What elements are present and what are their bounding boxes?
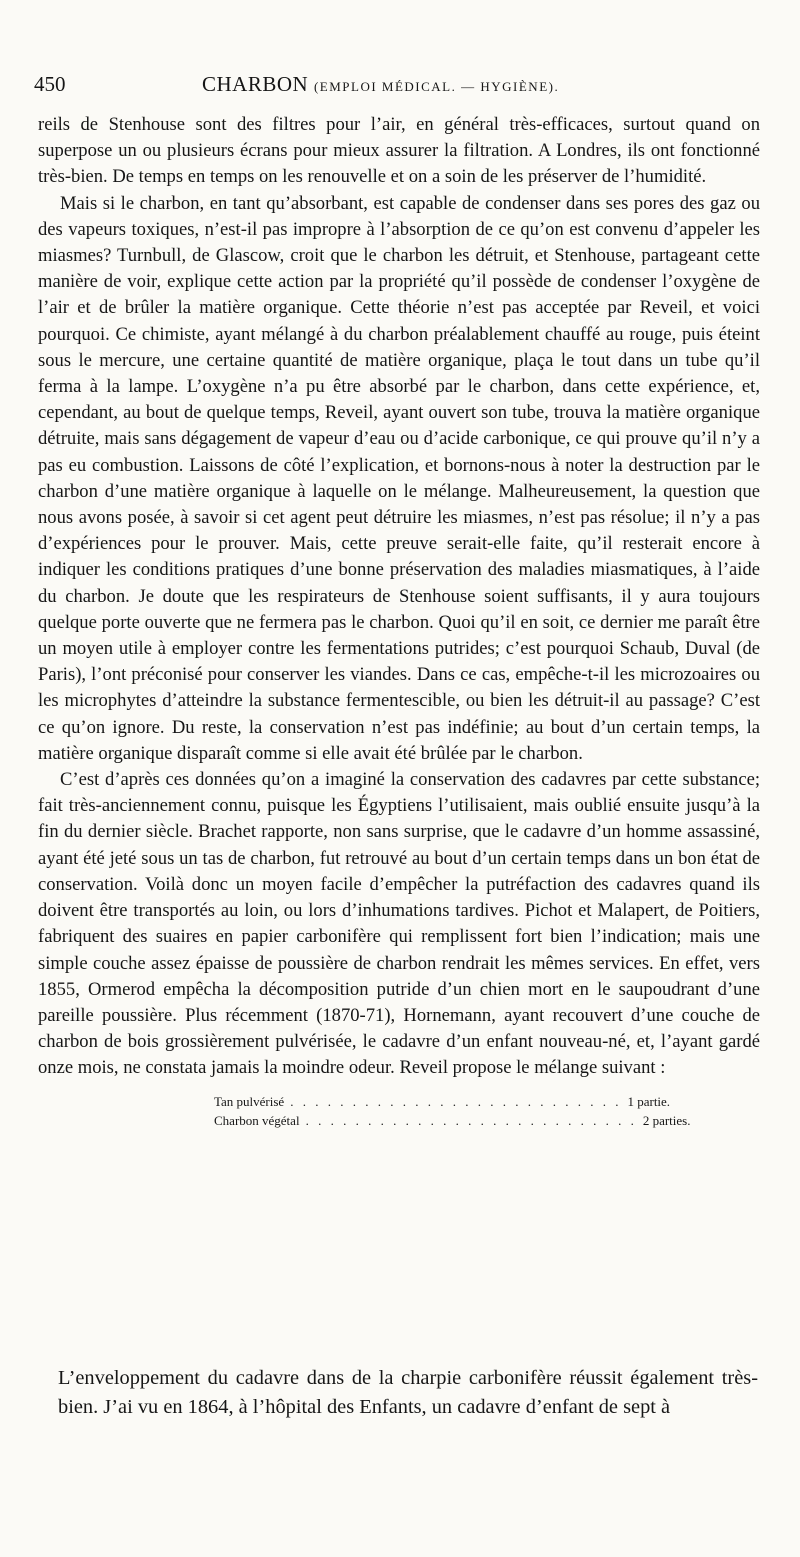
recipe-ingredient: Tan pulvérisé [214, 1093, 285, 1109]
recipe-ingredient: Charbon végétal [214, 1112, 300, 1128]
running-title [202, 72, 559, 97]
paragraph-3: C’est d’après ces données qu’on a imaginé la conservation des cadavres par cette substance; fait très-anciennement connu, puisque les Égyptiens l’utilisaient, mais oublié ensuite jusqu’à la fin du dernier siècle. Brachet rapporte, non sans surprise, que le cadavre d’un homme assassiné, ayant été jeté sous un tas de charbon, fut retrouvé au bout d’un certain temps dans un bon état de conservation. Voilà donc un moyen facile d’empêcher la putréfaction des cadavres quand ils doivent être transportés au loin, ou lors d’inhumations tardives. Pichot et Malapert, de Poitiers, fabriquent des suaires en papier carbonifère qui remplissent fort bien l’indication; mais une simple couche assez épaisse de poussière de charbon rendrait les mêmes services. En effet, vers 1855, Ormerod empêcha la décomposition putride d’un chien mort en le saupoudrant d’une pareille poussière. Plus récemment (1870-71), Hornemann, ayant recouvert d’une couche de charbon de bois grossièrement pulvérisée, le cadavre d’un enfant nouveau-né, et, l’ayant gardé onze mois, ne constata jamais la moindre odeur. Reveil propose le mélange suivant : [38, 769, 760, 1079]
running-title-main: CHARBON [202, 72, 309, 96]
page-number: 450 [34, 72, 66, 96]
running-header [34, 72, 764, 106]
final-text [58, 1364, 758, 1422]
recipe-table [38, 1092, 760, 1130]
recipe-quantity: 1 partie. [627, 1093, 671, 1109]
leader-dots: . . . . . . . . . . . . . . . . . . . . . . . . . . . [305, 1112, 637, 1128]
leader-dots: . . . . . . . . . . . . . . . . . . . . . . . . . . . [290, 1093, 622, 1109]
paragraph-2: Mais si le charbon, en tant qu’absorbant, est capable de condenser dans ses pores des gaz ou des vapeurs toxiques, n’est-il pas impropre à l’absorption de ce qu’on est convenu d’appeler les miasmes? Turnbull, de Glascow, croit que le charbon les détruit, et Stenhouse, partageant cette manière de voir, explique cette action par la propriété qu’il possède de condenser l’oxygène de l’air et de brûler la matière organique. Cette théorie n’est pas acceptée par Reveil, et voici pourquoi. Ce chimiste, ayant mélangé à du charbon préalablement chauffé au rouge, puis éteint sous le mercure, une certaine quantité de matière organique, plaça le tout dans un tube qu’il ferma à la lampe. L’oxygène n’a pu être absorbé par le charbon, dans cette expérience, et, cependant, au bout de quelque temps, Reveil, ayant ouvert son tube, trouva la matière organique détruite, mais sans dégagement de vapeur d’eau ou d’acide carbonique, ce qui prouve qu’il n’y a pas eu combustion. Laissons de côté l’explication, et bornons-nous à noter la destruction par le charbon d’une matière organique à laquelle on le mélange. Malheureusement, la question que nous avons posée, à savoir si cet agent peut détruire les miasmes, n’est pas résolue; il n’y a pas d’expériences pour le prouver. Mais, cette preuve serait-elle faite, qu’il resterait encore à indiquer les conditions pratiques d’une bonne préservation des maladies miasmatiques, à l’aide du charbon. Je doute que les respirateurs de Stenhouse soient suffisants, il y aura toujours quelque porte ouverte que ne fermera pas le charbon. Quoi qu’il en soit, ce dernier me paraît être un moyen utile à employer contre les fermentations putrides; c’est pourquoi Schaub, Duval (de Paris), l’ont préconisé pour conserver les viandes. Dans ce cas, empêche-t-il les microzoaires ou les microphytes d’atteindre la substance fermentescible, ou bien les détruit-il au passage? C’est ce qu’on ignore. Du reste, la conservation n’est pas indéfinie; au bout d’un certain temps, la matière organique disparaît comme si elle avait été brûlée par le charbon. [38, 192, 760, 764]
recipe-row [214, 1111, 691, 1130]
recipe-row [214, 1092, 671, 1111]
running-title-sub: (EMPLOI MÉDICAL. — HYGIÈNE). [313, 79, 560, 94]
paragraph-1: reils de Stenhouse sont des filtres pour l’air, en général très-efficaces, surtout quand on superpose un ou plusieurs écrans pour mieux assurer la filtration. A Londres, ils ont fonctionné très-bien. De temps en temps on les renouvelle et on a soin de les préserver de l’humidité. [38, 114, 760, 188]
recipe-quantity: 2 parties. [642, 1112, 691, 1128]
paragraph-4: L’enveloppement du cadavre dans de la charpie carbonifère réussit également très-bien. J’ai vu en 1864, à l’hôpital des Enfants, un cadavre d’enfant de sept à [58, 1367, 758, 1418]
main-text [38, 112, 760, 1140]
